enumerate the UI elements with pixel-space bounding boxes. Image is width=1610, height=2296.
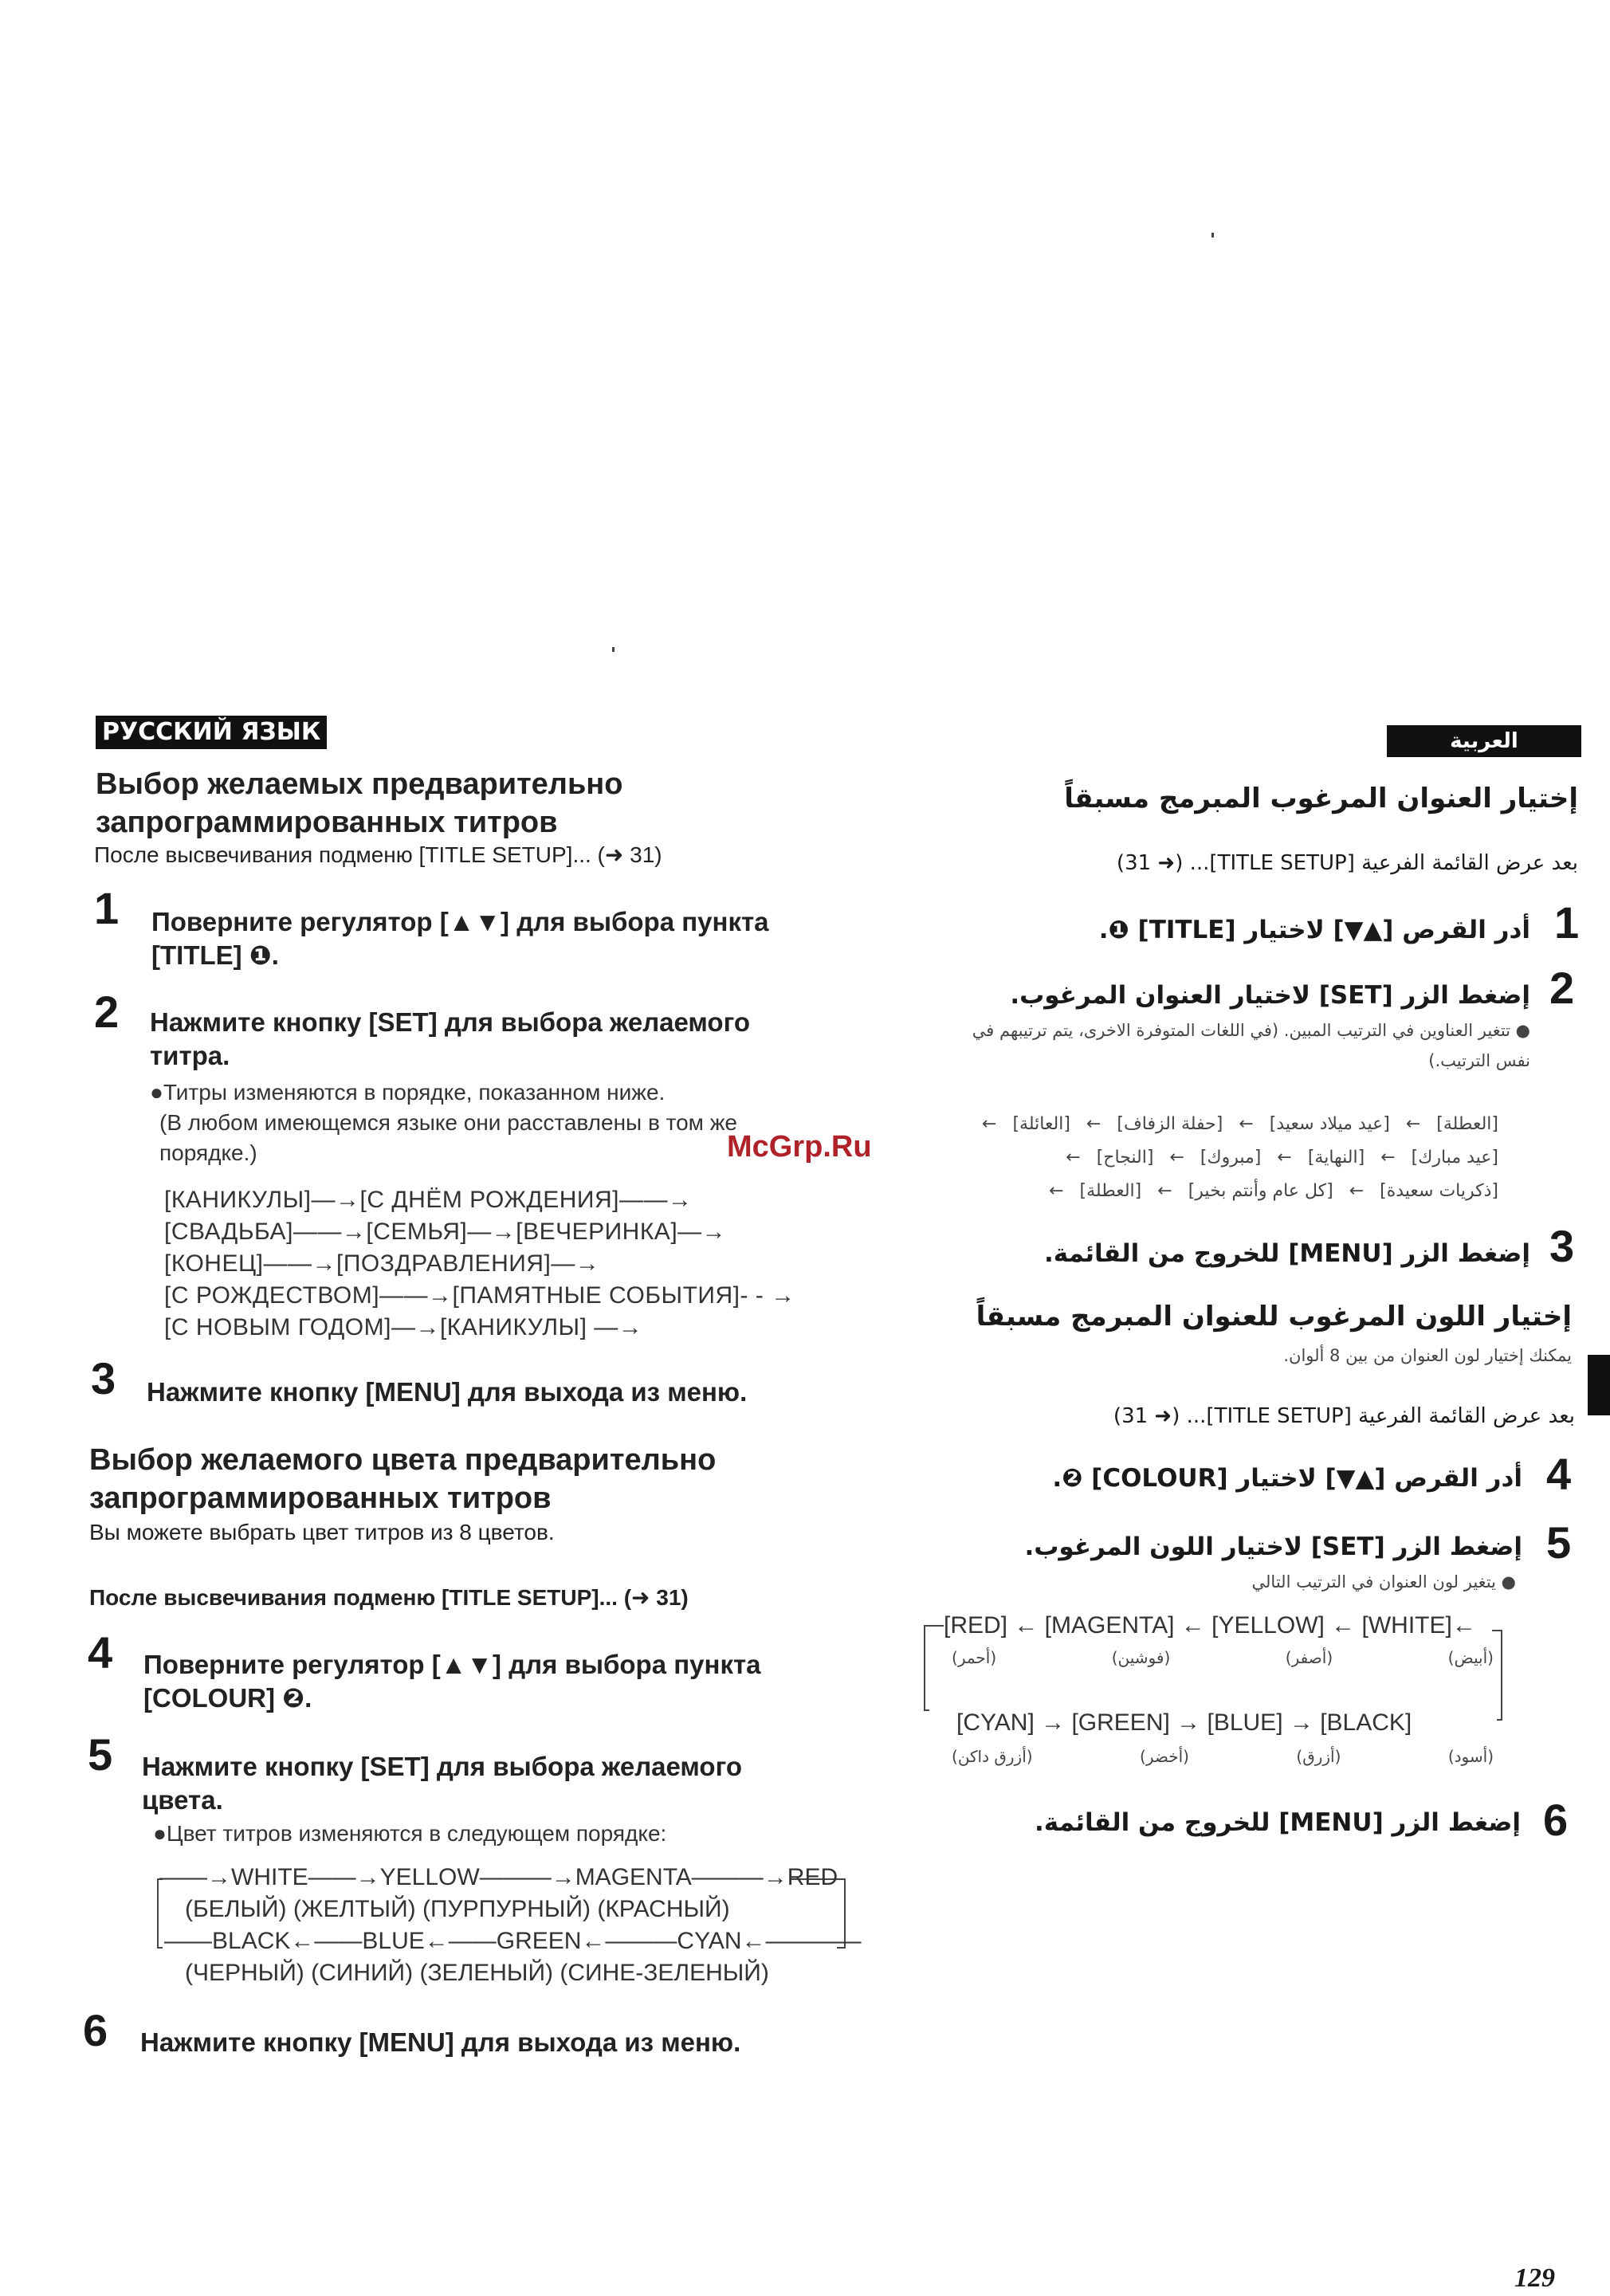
arabic-step-2-note — [829, 1015, 1530, 1076]
step-2-text — [150, 1006, 750, 1073]
step-5-note: ●Цвет титров изменяются в следующем порядке: — [153, 1821, 667, 1846]
arabic-colour-row-1: [RED] ← [MAGENTA] ← [YELLOW] ← [WHITE]← — [944, 1612, 1476, 1639]
colour-name: (أزرق) — [1296, 1747, 1341, 1766]
scan-speck — [612, 647, 615, 652]
colour-name: (أخضر) — [1140, 1747, 1189, 1766]
step-number: 2 — [94, 987, 120, 1037]
arabic-step-5-text: إضغط الزر [SET] لاختيار اللون المرغوب. — [1024, 1533, 1522, 1561]
step-number: 3 — [1549, 1221, 1575, 1271]
step-number: 3 — [91, 1353, 116, 1403]
sequence-line: [ذكريات سعيدة]←[كل عام وأنتم بخير]←[العطلة]← — [1049, 1181, 1498, 1201]
arabic-colour-note: يمكنك إختيار لون العنوان من بين 8 ألوان. — [1283, 1346, 1572, 1365]
colour-name: (فوشين) — [1111, 1648, 1171, 1667]
step-line: Нажмите кнопку [SET] для выбора желаемого — [142, 1752, 743, 1781]
step-number: 1 — [94, 883, 120, 933]
arabic-colour-names-row-2 — [952, 1747, 1494, 1766]
step-line: [TITLE] ❶. — [151, 940, 279, 970]
section-note: Вы можете выбрать цвет титров из 8 цветов. — [89, 1520, 555, 1544]
colour-name: (أصفر) — [1285, 1648, 1333, 1667]
arabic-step-3-text: إضغط الزر [MENU] للخروج من القائمة. — [1044, 1239, 1530, 1268]
arabic-section-title: إختيار العنوان المرغوب المبرمج مسبقاً — [1064, 783, 1578, 814]
step-number: 1 — [1554, 897, 1580, 948]
colour-name: (أحمر) — [952, 1648, 997, 1667]
arabic-title-sequence — [901, 1108, 1506, 1208]
sequence-line: [عيد مبارك]←[النهاية]←[مبروك]←[النجاح]← — [1066, 1148, 1498, 1168]
arabic-colour-subtitle: بعد عرض القائمة الفرعية [TITLE SETUP]... (➜ 31) — [1113, 1404, 1575, 1428]
note-line: (В любом имеющемся языке они расставлены в том же — [159, 1110, 738, 1135]
arabic-step-1-text: أدر القرص [▲▼] لاختيار [TITLE] ❶. — [1098, 916, 1530, 944]
colour-row-names: (БЕЛЫЙ) (ЖЕЛТЫЙ) (ПУРПУРНЫЙ) (КРАСНЫЙ) — [185, 1896, 730, 1922]
scan-speck — [1211, 233, 1214, 237]
arabic-step-6-text: إضغط الزر [MENU] للخروج من القائمة. — [1035, 1808, 1521, 1837]
arabic-colour-row-2: [CYAN] → [GREEN] → [BLUE] → [BLACK] — [956, 1709, 1412, 1736]
section-title-preset-colour — [89, 1441, 716, 1517]
title-sequence — [164, 1184, 795, 1344]
step-line: Нажмите кнопку [SET] для выбора желаемого — [150, 1007, 751, 1037]
section-subtitle: После высвечивания подменю [TITLE SETUP]... (➜ 31) — [94, 842, 662, 867]
arabic-colour-section-title: إختيار اللون المرغوب للعنوان المبرمج مسبقاً — [976, 1301, 1572, 1332]
colour-cycle-diagram — [153, 1862, 862, 1997]
arabic-step-4-text: أدر القرص [▲▼] لاختيار [COLOUR] ❷. — [1052, 1464, 1522, 1493]
step-number: 5 — [1546, 1517, 1572, 1568]
sequence-line: [СВАДЬБА]——→[СЕМЬЯ]—→[ВЕЧЕРИНКА]—→ — [164, 1219, 727, 1245]
section-subtitle: После высвечивания подменю [TITLE SETUP]... (➜ 31) — [89, 1585, 689, 1610]
sequence-line: [С НОВЫМ ГОДОМ]—→[КАНИКУЛЫ] —→ — [164, 1314, 643, 1340]
language-tag-arabic: العربية — [1387, 725, 1581, 757]
colour-name: (أزرق داكن) — [952, 1747, 1033, 1766]
note-line: نفس الترتيب.) — [1428, 1051, 1530, 1070]
step-number: 2 — [1549, 963, 1575, 1013]
colour-row-forward: ——→WHITE——→YELLOW———→MAGENTA———→RED — [159, 1864, 838, 1890]
step-number: 6 — [1543, 1795, 1569, 1845]
arabic-colour-cycle-diagram — [920, 1607, 1510, 1782]
title-line: Выбор желаемого цвета предварительно — [89, 1443, 717, 1477]
sequence-line: [КАНИКУЛЫ]—→[С ДНЁМ РОЖДЕНИЯ]——→ — [164, 1187, 693, 1213]
arabic-step-2-text: إضغط الزر [SET] لاختيار العنوان المرغوب. — [1010, 981, 1530, 1010]
sequence-line: [العطلة]←[عيد ميلاد سعيد]←[حفلة الزفاف]←[العائلة]← — [982, 1114, 1498, 1134]
step-4-text — [143, 1648, 761, 1715]
arabic-section-subtitle: بعد عرض القائمة الفرعية [TITLE SETUP]... (➜ 31) — [1116, 851, 1578, 875]
step-2-note — [150, 1077, 737, 1168]
step-line: титра. — [150, 1041, 230, 1070]
step-3-text: Нажмите кнопку [MENU] для выхода из меню. — [147, 1377, 748, 1407]
section-edge-tab — [1588, 1355, 1610, 1415]
sequence-line: [КОНЕЦ]——→[ПОЗДРАВЛЕНИЯ]—→ — [164, 1250, 600, 1277]
step-number: 5 — [88, 1729, 113, 1780]
step-6-text: Нажмите кнопку [MENU] для выхода из меню. — [140, 2027, 741, 2057]
title-line: Выбор желаемых предварительно — [96, 767, 623, 801]
watermark-text: McGrp.Ru — [727, 1130, 872, 1164]
colour-row-names: (ЧЕРНЫЙ) (СИНИЙ) (ЗЕЛЕНЫЙ) (СИНЕ-ЗЕЛЕНЫЙ) — [185, 1960, 769, 1986]
page-number: 129 — [1514, 2263, 1555, 2293]
note-line: ●Титры изменяются в порядке, показанном ниже. — [150, 1080, 666, 1105]
note-line: порядке.) — [159, 1140, 257, 1165]
colour-name: (أسود) — [1447, 1747, 1494, 1766]
arabic-step-5-note: ● يتغير لون العنوان في الترتيب التالي — [1251, 1572, 1516, 1592]
step-line: Поверните регулятор [▲▼] для выбора пункта — [151, 907, 769, 936]
step-number: 4 — [1546, 1449, 1572, 1499]
language-tag-russian: РУССКИЙ ЯЗЫК — [96, 716, 327, 749]
step-line: цвета. — [142, 1785, 223, 1815]
title-line: запрограммированных титров — [89, 1482, 552, 1515]
step-number: 6 — [83, 2005, 108, 2055]
colour-row-backward: ——BLACK←——BLUE←——GREEN←———CYAN←———— — [164, 1928, 862, 1954]
section-title-preset-titles — [96, 765, 622, 842]
arabic-colour-names-row-1 — [952, 1648, 1494, 1667]
colour-name: (أبيض) — [1447, 1648, 1494, 1667]
step-line: Поверните регулятор [▲▼] для выбора пункта — [143, 1650, 761, 1679]
step-5-text — [142, 1750, 742, 1817]
title-line: запрограммированных титров — [96, 806, 558, 839]
step-number: 4 — [88, 1627, 113, 1678]
step-line: [COLOUR] ❷. — [143, 1683, 312, 1713]
sequence-line: [С РОЖДЕСТВОМ]——→[ПАМЯТНЫЕ СОБЫТИЯ]- - → — [164, 1282, 795, 1309]
note-line: ● تتغير العناوين في الترتيب المبين. (في اللغات المتوفرة الاخرى، يتم ترتيبهم في — [972, 1021, 1530, 1040]
step-1-text — [151, 905, 769, 972]
